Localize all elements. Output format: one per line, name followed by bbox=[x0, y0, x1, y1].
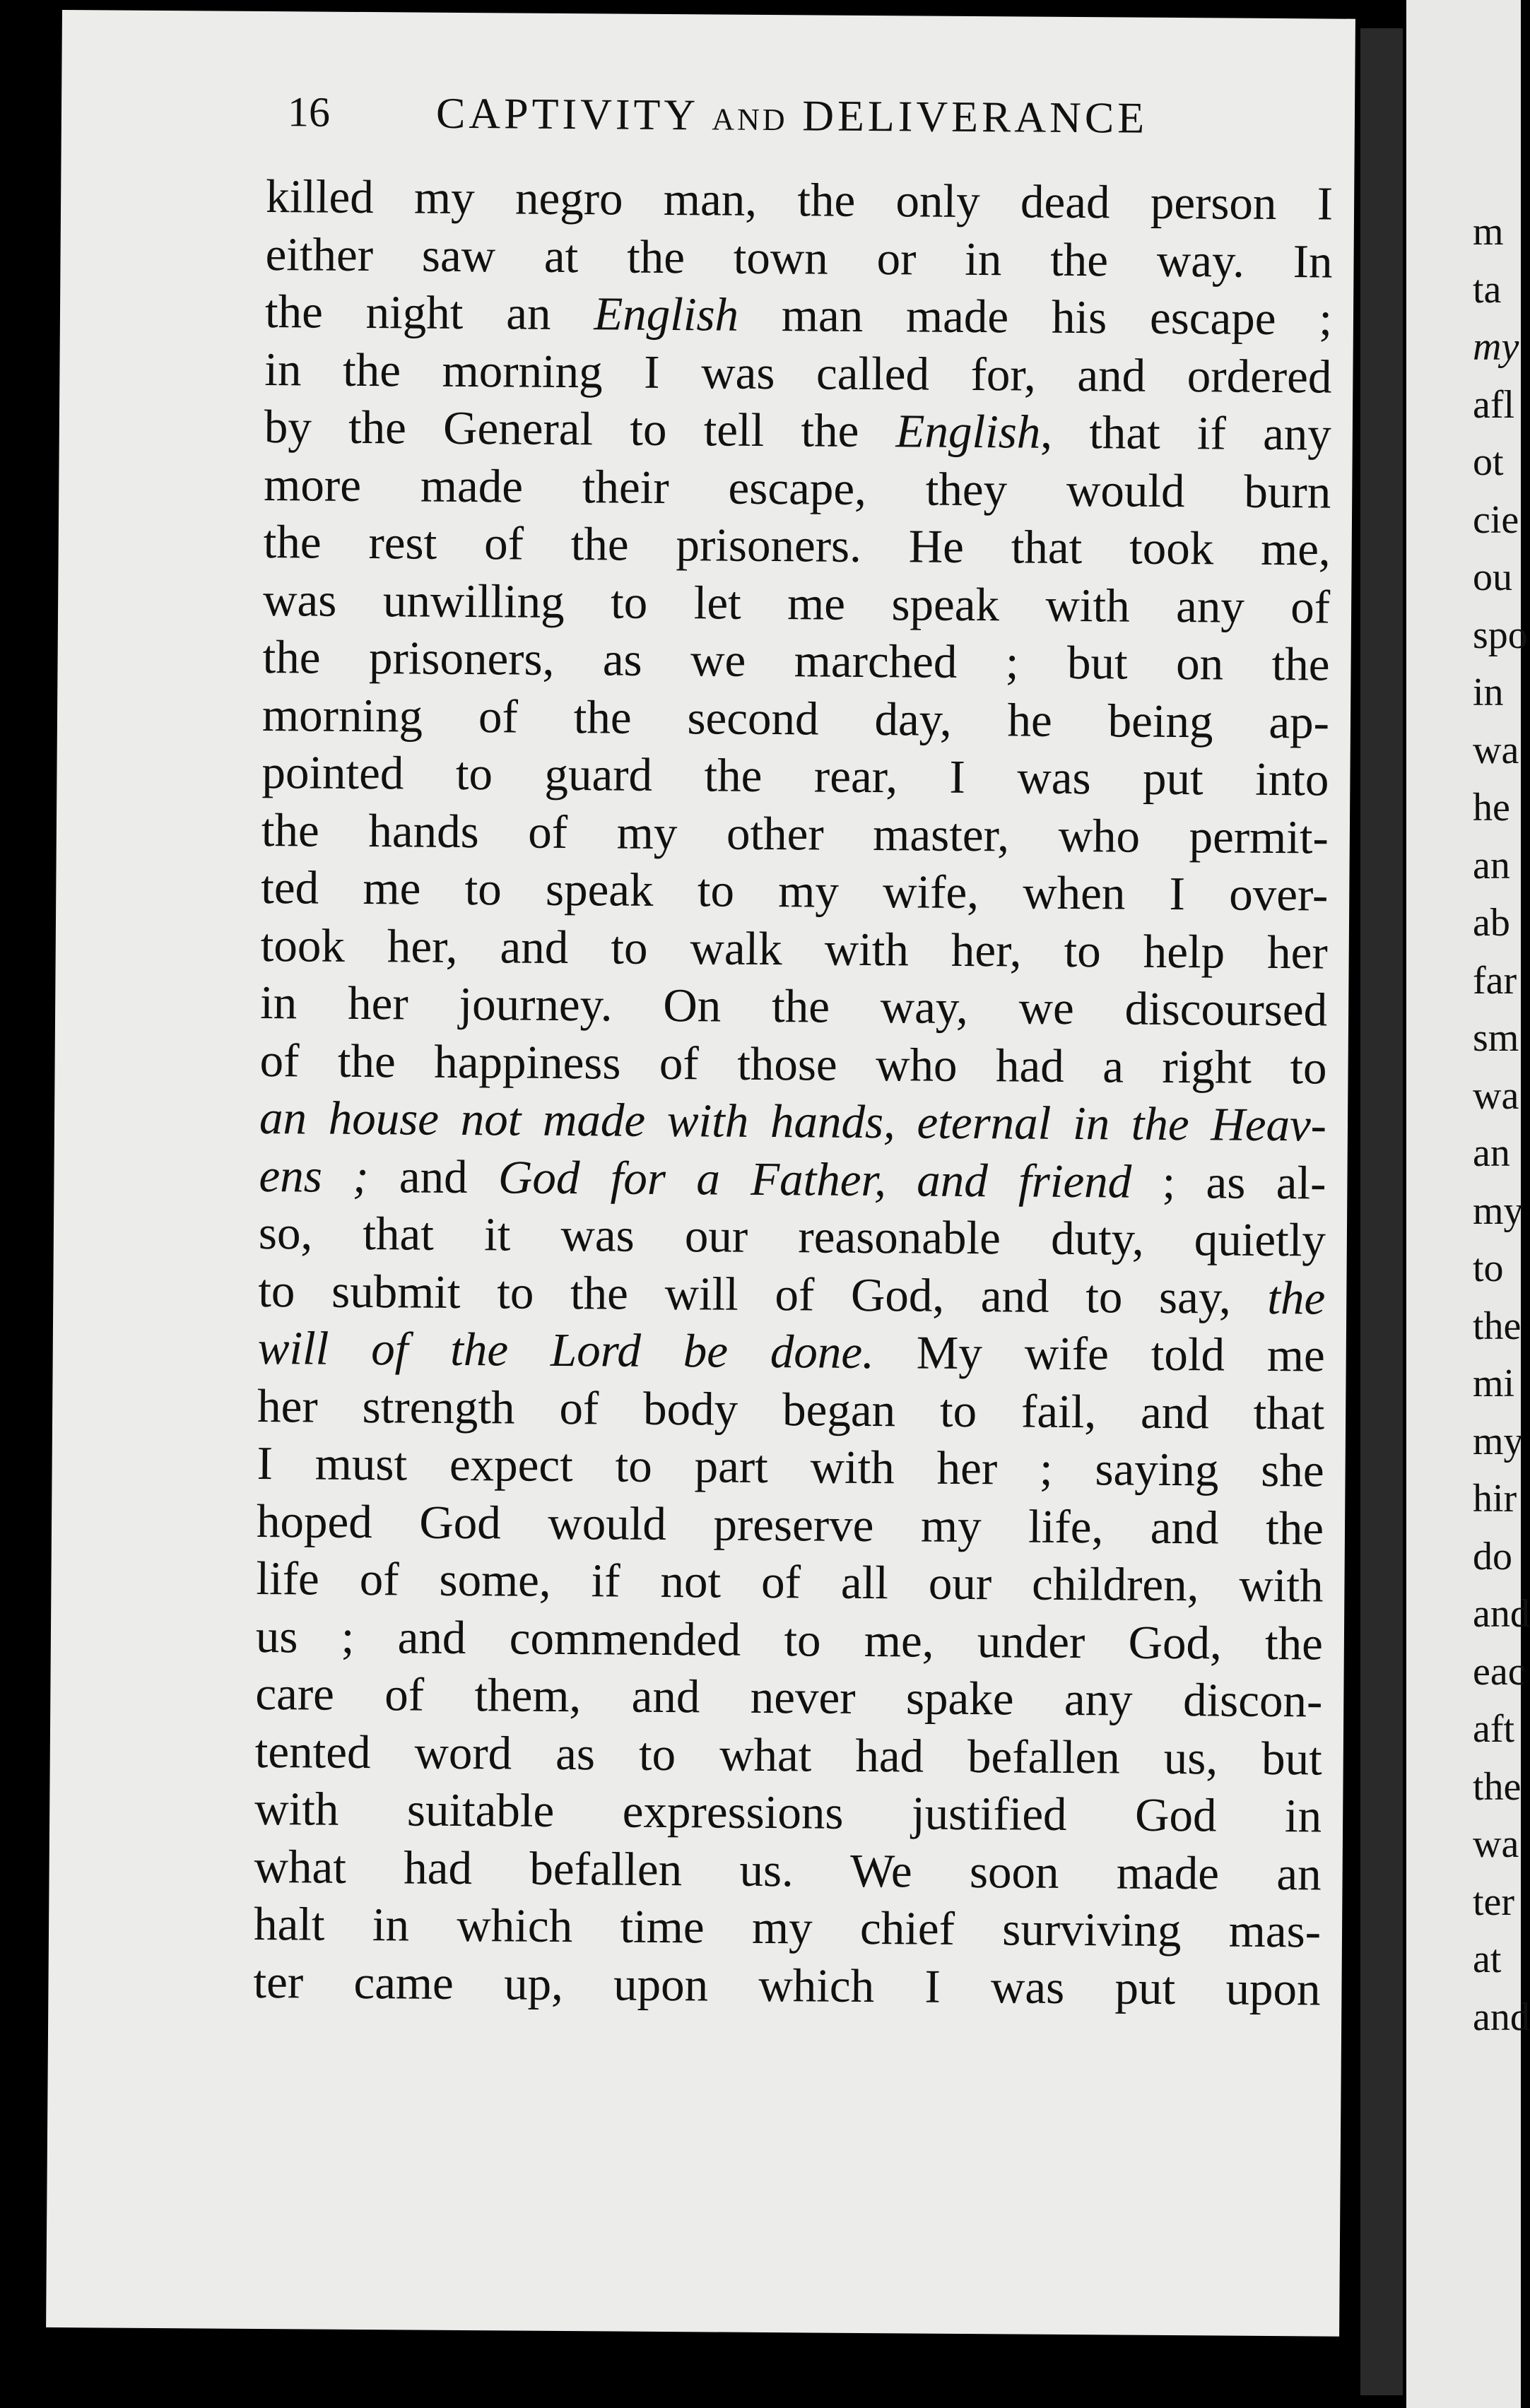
text-segment: ted me to speak to my wife, when I over- bbox=[261, 861, 1329, 921]
text-line bbox=[259, 1147, 1326, 1212]
text-segment: My wife told me bbox=[873, 1326, 1326, 1382]
running-header bbox=[224, 88, 1327, 152]
facing-page-fragment: the bbox=[1473, 1304, 1522, 1348]
text-segment: her strength of body began to fail, and that bbox=[257, 1379, 1325, 1440]
text-segment: the bbox=[1267, 1271, 1326, 1325]
facing-page-fragment: he bbox=[1473, 786, 1510, 830]
text-segment: the rest of the prisoners. He that took me, bbox=[263, 516, 1331, 576]
text-segment: man made his escape ; bbox=[738, 288, 1333, 346]
text-line bbox=[266, 168, 1334, 233]
text-line bbox=[264, 456, 1331, 521]
facing-page-fragment: cie bbox=[1473, 497, 1519, 542]
text-segment: what had befallen us. We soon made an bbox=[254, 1840, 1322, 1901]
text-line bbox=[255, 1723, 1323, 1788]
book-gutter bbox=[1360, 28, 1403, 2395]
text-line bbox=[265, 226, 1333, 291]
text-segment: English bbox=[895, 405, 1041, 459]
facing-page-fragment: my bbox=[1473, 325, 1519, 369]
facing-page-fragment: ter bbox=[1473, 1879, 1515, 1924]
facing-page-fragment: ou bbox=[1473, 555, 1512, 599]
facing-page-fragment: wa bbox=[1473, 1073, 1519, 1118]
text-line bbox=[259, 1090, 1327, 1155]
text-line bbox=[254, 1896, 1322, 1961]
text-segment: English bbox=[594, 288, 739, 341]
text-line bbox=[257, 1320, 1325, 1385]
facing-page-fragment: far bbox=[1473, 958, 1517, 1003]
facing-page-fragment: my bbox=[1473, 1188, 1524, 1233]
text-segment: to submit to the will of God, and to say, bbox=[258, 1264, 1268, 1324]
text-segment: more made their escape, they would burn bbox=[264, 458, 1331, 519]
text-line bbox=[255, 1665, 1323, 1730]
facing-page-fragment: ta bbox=[1473, 267, 1502, 312]
facing-page-fragment: spo bbox=[1473, 613, 1528, 657]
facing-page-fragment: and bbox=[1473, 1592, 1530, 1636]
text-segment: killed my negro man, the only dead person I bbox=[265, 170, 1334, 230]
text-segment: of the happiness of those who had a right to bbox=[259, 1034, 1327, 1094]
text-segment: , that if any bbox=[1040, 406, 1332, 461]
text-line bbox=[257, 1377, 1325, 1442]
facing-page-fragment: hir bbox=[1473, 1477, 1517, 1521]
title-word-captivity: CAPTIVITY bbox=[435, 89, 698, 140]
text-line bbox=[263, 572, 1331, 637]
title-word-deliverance: DELIVERANCE bbox=[801, 92, 1148, 143]
text-line bbox=[261, 859, 1329, 924]
text-segment: care of them, and never spake any discon- bbox=[255, 1667, 1323, 1728]
text-segment: morning of the second day, he being ap- bbox=[261, 688, 1330, 749]
facing-page-fragment: sm bbox=[1473, 1016, 1519, 1060]
text-segment: and bbox=[368, 1150, 499, 1203]
facing-page-fragment: wa bbox=[1473, 1822, 1519, 1866]
text-line bbox=[264, 399, 1332, 464]
text-segment: life of some, if not of all our children, with bbox=[256, 1552, 1324, 1612]
facing-page-fragment: ab bbox=[1473, 901, 1510, 945]
facing-page-fragment: at bbox=[1473, 1937, 1502, 1981]
running-title bbox=[436, 89, 1148, 144]
facing-page-fragment: to bbox=[1473, 1246, 1504, 1290]
text-line bbox=[257, 1492, 1324, 1557]
facing-page-fragment: an bbox=[1473, 1131, 1510, 1175]
facing-page-fragment: in bbox=[1473, 671, 1504, 714]
facing-page-edge bbox=[1406, 0, 1530, 2408]
text-line bbox=[259, 1032, 1327, 1097]
text-line bbox=[254, 1781, 1322, 1846]
facing-page-fragment: and bbox=[1473, 1995, 1530, 2039]
text-line bbox=[256, 1607, 1324, 1672]
title-word-and: AND bbox=[712, 102, 788, 138]
text-line bbox=[261, 744, 1329, 809]
page-number: 16 bbox=[287, 88, 331, 136]
text-segment: tented word as to what had befallen us, but bbox=[254, 1725, 1323, 1786]
text-line bbox=[258, 1262, 1326, 1327]
text-segment: hoped God would preserve my life, and the bbox=[256, 1494, 1324, 1555]
text-segment: I must expect to part with her ; saying she bbox=[257, 1436, 1324, 1497]
text-segment: with suitable expressions justified God in bbox=[254, 1782, 1322, 1843]
facing-page-fragment: an bbox=[1473, 843, 1510, 887]
text-segment: God for a Father, and friend bbox=[498, 1150, 1132, 1208]
text-line bbox=[260, 974, 1328, 1039]
text-segment: was unwilling to let me speak with any of bbox=[262, 573, 1331, 634]
text-line bbox=[254, 1838, 1322, 1903]
book-page bbox=[46, 10, 1355, 2337]
text-segment: by the General to tell the bbox=[264, 401, 896, 458]
text-segment: in her journey. On the way, we discoursed bbox=[259, 976, 1328, 1037]
facing-page-fragment: aft bbox=[1473, 1707, 1515, 1751]
text-segment: ens ; bbox=[259, 1149, 369, 1203]
text-segment: us ; and commended to me, under God, the bbox=[255, 1610, 1324, 1670]
text-segment: an house not made with hands, eternal in the Heav- bbox=[259, 1091, 1327, 1152]
text-line bbox=[261, 801, 1329, 866]
text-line bbox=[264, 341, 1332, 406]
facing-page-fragment: eac bbox=[1473, 1649, 1526, 1694]
body-text bbox=[253, 168, 1333, 2018]
text-line bbox=[260, 916, 1328, 981]
text-line bbox=[259, 1205, 1326, 1270]
text-line bbox=[265, 283, 1333, 348]
text-segment: pointed to guard the rear, I was put into bbox=[261, 745, 1329, 806]
text-line bbox=[262, 687, 1330, 752]
facing-page-fragment: the bbox=[1473, 1764, 1522, 1809]
facing-page-fragment: mi bbox=[1473, 1362, 1515, 1405]
facing-page-fragment: wa bbox=[1473, 728, 1519, 772]
text-line bbox=[253, 1953, 1321, 2018]
text-segment: ter came up, upon which I was put upon bbox=[253, 1955, 1321, 2015]
text-segment: took her, and to walk with her, to help her bbox=[260, 919, 1328, 979]
text-segment: either saw at the town or in the way. In bbox=[265, 228, 1333, 288]
text-line bbox=[262, 629, 1330, 694]
facing-page-fragment: my bbox=[1473, 1419, 1524, 1463]
text-line bbox=[263, 514, 1331, 579]
facing-page-fragment: afl bbox=[1473, 382, 1515, 427]
text-segment: will of the Lord be done. bbox=[257, 1321, 875, 1379]
text-line bbox=[257, 1435, 1324, 1500]
text-segment: the night an bbox=[264, 285, 594, 341]
facing-page-fragment: ot bbox=[1473, 440, 1504, 484]
text-segment: in the morning I was called for, and ordered bbox=[264, 343, 1332, 403]
text-line bbox=[256, 1550, 1324, 1615]
facing-page-fragment: do bbox=[1473, 1534, 1512, 1578]
text-segment: halt in which time my chief surviving mas- bbox=[253, 1897, 1322, 1958]
text-segment: so, that it was our reasonable duty, quietly bbox=[258, 1206, 1326, 1267]
text-segment: the prisoners, as we marched ; but on the bbox=[262, 631, 1330, 691]
text-segment: ; as al- bbox=[1131, 1155, 1326, 1210]
text-segment: the hands of my other master, who permit- bbox=[261, 803, 1329, 864]
facing-page-fragment: m bbox=[1473, 210, 1504, 254]
